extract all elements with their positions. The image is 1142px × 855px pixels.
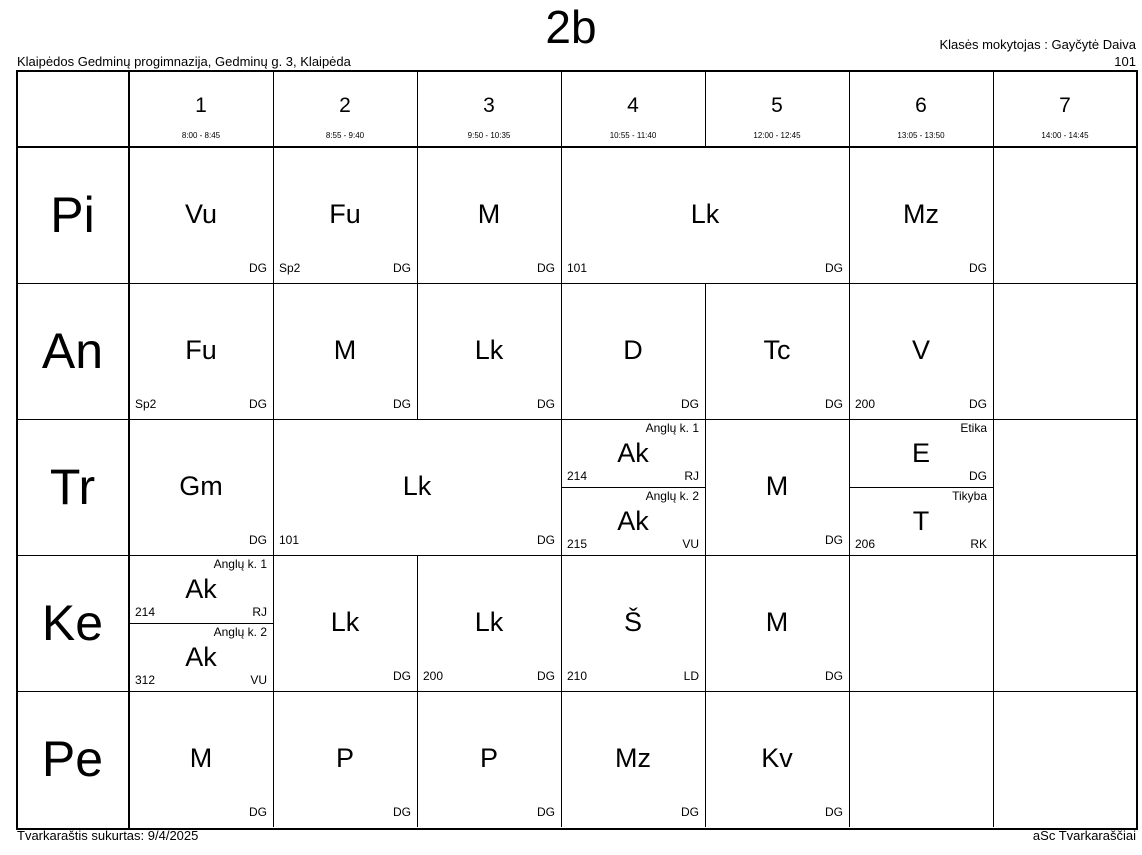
lesson-teacher: DG [249, 397, 267, 411]
lesson-teacher: RJ [684, 469, 699, 483]
created-date: Tvarkaraštis sukurtas: 9/4/2025 [17, 828, 199, 843]
lesson-cell-half[interactable] [849, 487, 993, 555]
lesson-subject: Fu [329, 199, 361, 229]
lesson-subject: P [335, 743, 354, 773]
lesson-cell[interactable] [129, 147, 273, 283]
day-label: Tr [49, 459, 96, 515]
lesson-teacher: VU [250, 673, 267, 687]
lesson-subject: D [623, 335, 643, 365]
footer-brand: aSc Tvarkaraščiai [1032, 828, 1136, 843]
day-label: Ke [41, 595, 104, 651]
lesson-room: 200 [855, 397, 876, 411]
lesson-cell[interactable] [561, 691, 705, 827]
day-label: An [41, 323, 104, 379]
lesson-cell[interactable] [273, 691, 417, 827]
lesson-subject: Fu [185, 335, 217, 365]
lesson-subject: Mz [615, 743, 651, 773]
lesson-group: Anglų k. 1 [645, 421, 699, 435]
school-address: Klaipėdos Gedminų progimnazija, Gedminų g. 3, Klaipėda [17, 54, 351, 69]
lesson-cell[interactable] [273, 147, 417, 283]
lesson-subject: E [911, 438, 930, 468]
lesson-teacher: LD [683, 669, 699, 683]
lesson-teacher: RJ [252, 605, 267, 619]
lesson-teacher: DG [825, 669, 843, 683]
lesson-cell-half[interactable] [849, 419, 993, 487]
lesson-cell[interactable] [705, 283, 849, 419]
period-time: 13:05 - 13:50 [897, 131, 945, 140]
lesson-subject: M [333, 335, 357, 365]
lesson-subject: Ak [185, 574, 217, 604]
lesson-subject: Ak [185, 642, 217, 672]
lesson-teacher: DG [249, 533, 267, 547]
lesson-group: Tikyba [952, 489, 987, 503]
lesson-group: Anglų k. 2 [213, 625, 267, 639]
period-header [417, 70, 561, 147]
lesson-subject: M [189, 743, 213, 773]
page-title: 2b [545, 1, 597, 53]
period-number: 2 [339, 94, 351, 117]
lesson-room: 214 [567, 469, 588, 483]
lesson-cell-half[interactable] [129, 623, 273, 691]
cell-divider [849, 555, 850, 691]
lesson-cell[interactable] [417, 555, 561, 691]
lesson-teacher: DG [969, 397, 987, 411]
lesson-teacher: DG [249, 261, 267, 275]
period-header [705, 70, 849, 147]
lesson-subject: T [912, 506, 930, 536]
lesson-teacher: DG [681, 397, 699, 411]
lesson-cell[interactable] [273, 283, 417, 419]
lesson-subject: Ak [617, 506, 649, 536]
lesson-teacher: DG [825, 805, 843, 819]
lesson-subject: Tc [763, 335, 791, 365]
lesson-subject: Vu [184, 199, 218, 229]
lesson-teacher: RK [970, 537, 987, 551]
lesson-cell[interactable] [561, 283, 705, 419]
period-header [273, 70, 417, 147]
lesson-subject: Lk [402, 471, 432, 501]
period-number: 3 [483, 94, 495, 117]
lesson-teacher: DG [825, 533, 843, 547]
lesson-teacher: DG [825, 261, 843, 275]
lesson-teacher: DG [969, 261, 987, 275]
lesson-subject: Lk [690, 199, 720, 229]
lesson-cell[interactable] [849, 283, 993, 419]
lesson-cell[interactable] [561, 147, 849, 283]
lesson-teacher: DG [537, 261, 555, 275]
lesson-subject: Lk [474, 607, 504, 637]
lesson-cell-half[interactable] [561, 419, 705, 487]
cell-divider [993, 555, 994, 691]
lesson-room: 101 [279, 533, 300, 547]
period-number: 7 [1059, 94, 1071, 117]
lesson-teacher: DG [393, 261, 411, 275]
lesson-group: Etika [960, 421, 987, 435]
day-label: Pe [41, 731, 104, 787]
period-header [561, 70, 705, 147]
lesson-room: 214 [135, 605, 156, 619]
lesson-teacher: VU [682, 537, 699, 551]
lesson-subject: P [479, 743, 498, 773]
period-time: 12:00 - 12:45 [753, 131, 801, 140]
timetable-grid [16, 70, 1137, 829]
cell-divider [993, 283, 994, 419]
lesson-subject: Š [623, 607, 642, 637]
lesson-subject: M [765, 607, 789, 637]
lesson-teacher: DG [969, 469, 987, 483]
class-teacher: Klasės mokytojas : Gayčytė Daiva [939, 37, 1136, 52]
lesson-cell[interactable] [129, 691, 273, 827]
lesson-room: Sp2 [135, 397, 157, 411]
lesson-cell[interactable] [273, 419, 561, 555]
lesson-group: Anglų k. 1 [213, 557, 267, 571]
lesson-teacher: DG [537, 669, 555, 683]
lesson-teacher: DG [681, 805, 699, 819]
cell-divider [993, 419, 994, 555]
lesson-subject: M [477, 199, 501, 229]
lesson-room: 206 [855, 537, 876, 551]
lesson-room: 200 [423, 669, 444, 683]
cell-divider [993, 691, 994, 827]
lesson-cell-half[interactable] [561, 487, 705, 555]
lesson-cell[interactable] [417, 283, 561, 419]
lesson-cell[interactable] [273, 555, 417, 691]
day-label: Pi [50, 187, 95, 243]
cell-divider [993, 147, 994, 283]
lesson-subject: Mz [903, 199, 939, 229]
lesson-subject: M [765, 471, 789, 501]
lesson-teacher: DG [249, 805, 267, 819]
lesson-subject: Gm [179, 471, 223, 501]
lesson-teacher: DG [393, 805, 411, 819]
lesson-room: 101 [567, 261, 588, 275]
lesson-cell[interactable] [417, 147, 561, 283]
lesson-subject: V [911, 335, 930, 365]
lesson-cell[interactable] [705, 419, 849, 555]
lesson-teacher: DG [537, 805, 555, 819]
lesson-cell[interactable] [561, 555, 705, 691]
lesson-subject: Lk [474, 335, 504, 365]
lesson-group: Anglų k. 2 [645, 489, 699, 503]
lesson-cell[interactable] [705, 691, 849, 827]
lesson-teacher: DG [393, 669, 411, 683]
period-time: 9:50 - 10:35 [467, 131, 511, 140]
period-number: 5 [771, 94, 783, 117]
lesson-room: 210 [567, 669, 588, 683]
period-time: 8:00 - 8:45 [181, 131, 221, 140]
period-time: 8:55 - 9:40 [325, 131, 365, 140]
lesson-subject: Lk [330, 607, 360, 637]
lesson-subject: Kv [761, 743, 793, 773]
home-room: 101 [1114, 54, 1136, 69]
lesson-room: Sp2 [279, 261, 301, 275]
lesson-teacher: DG [393, 397, 411, 411]
period-number: 6 [915, 94, 927, 117]
lesson-cell[interactable] [417, 691, 561, 827]
lesson-room: 215 [567, 537, 588, 551]
lesson-teacher: DG [825, 397, 843, 411]
lesson-cell[interactable] [849, 147, 993, 283]
period-header [849, 70, 993, 147]
period-time: 10:55 - 11:40 [609, 131, 657, 140]
lesson-teacher: DG [537, 397, 555, 411]
period-number: 4 [627, 94, 639, 117]
period-time: 14:00 - 14:45 [1041, 131, 1089, 140]
lesson-teacher: DG [537, 533, 555, 547]
lesson-room: 312 [135, 673, 156, 687]
period-number: 1 [195, 94, 207, 117]
lesson-cell[interactable] [129, 419, 273, 555]
lesson-cell[interactable] [129, 283, 273, 419]
period-header [993, 70, 1137, 147]
lesson-subject: Ak [617, 438, 649, 468]
lesson-cell-half[interactable] [129, 555, 273, 623]
lesson-cell[interactable] [705, 555, 849, 691]
period-header [129, 70, 273, 147]
cell-divider [849, 691, 850, 827]
